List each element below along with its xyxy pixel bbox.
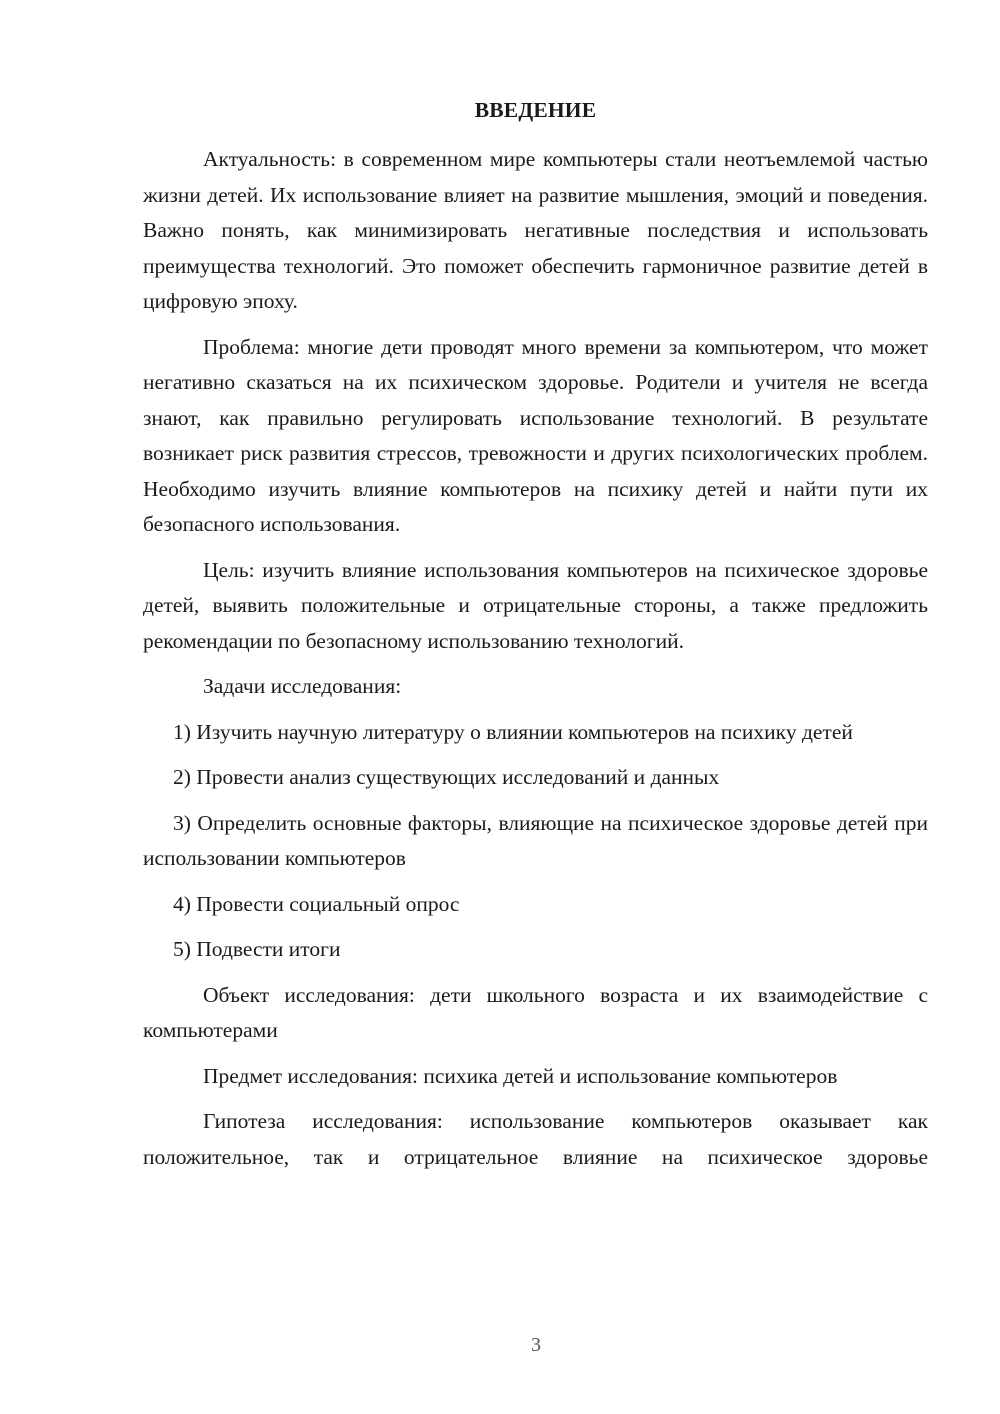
goal-paragraph: Цель: изучить влияние использования компьютеров на психическое здоровье детей, выявить положительные и отрицательные стороны, а также предложить рекомендации по безопасному использованию технологий. [143,557,928,653]
hypothesis-paragraph: Гипотеза исследования: использование компьютеров оказывает как положительное, так и отрицательное влияние на психическое здоровье [143,1109,928,1169]
object-paragraph: Объект исследования: дети школьного возраста и их взаимодействие с компьютерами [143,982,928,1042]
tasks-title: Задачи исследования: [203,674,402,698]
task-item: 4) Провести социальный опрос [173,891,460,916]
problem-paragraph: Проблема: многие дети проводят много времени за компьютером, что может негативно сказаться на их психическом здоровье. Родители и учителя не всегда знают, как правильно регулировать использование технологий. В результате возникает риск развития стрессов, тревожности и других психологических проблем. Необходимо изучить влияние компьютеров на психику детей и найти пути их безопасного использования. [143,334,928,536]
task-item: 2) Провести анализ существующих исследований и данных [173,765,720,789]
task-item: 3) Определить основные факторы, влияющие на психическое здоровье детей при использовании компьютеров [143,810,928,870]
task-item: 1) Изучить научную литературу о влиянии компьютеров на психику детей [173,719,853,744]
page-number: 3 [531,1334,541,1356]
task-item: 5) Подвести итоги [173,937,341,961]
section-heading: ВВЕДЕНИЕ [474,98,597,122]
relevance-paragraph: Актуальность: в современном мире компьютеры стали неотъемлемой частью жизни детей. Их использование влияет на развитие мышления, эмоций и поведения. Важно понять, как минимизировать негативные последствия и использовать преимущества технологий. Это поможет обеспечить гармоничное развитие детей в цифровую эпоху. [143,147,928,313]
subject-paragraph: Предмет исследования: психика детей и использование компьютеров [203,1063,838,1088]
page-content [143,96,928,1185]
